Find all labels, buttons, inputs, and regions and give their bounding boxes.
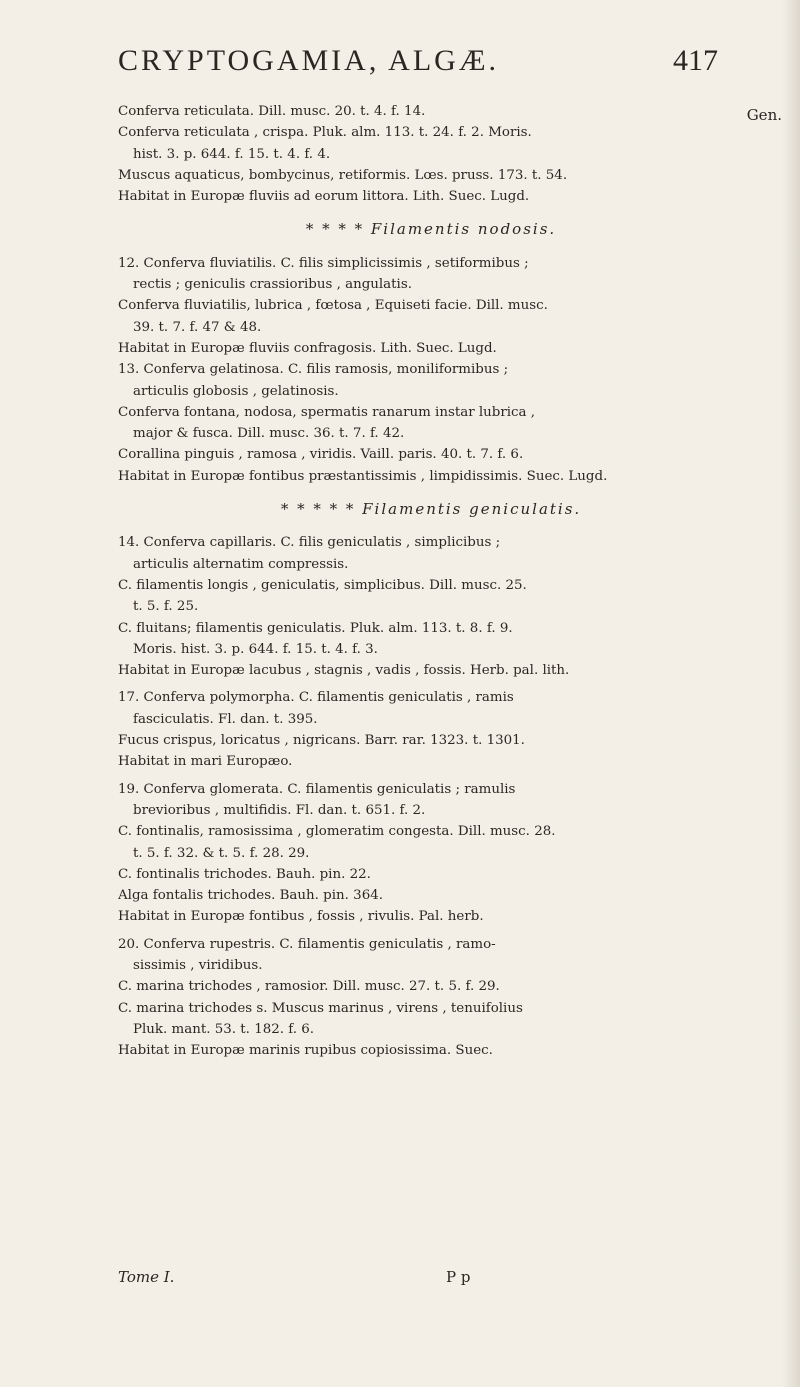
text-line: articulis globosis , gelatinosis. <box>133 383 339 399</box>
margin-note: Gen. <box>746 106 782 124</box>
text-line: Conferva fluviatilis, lubrica , fœtosa , Equiseti facie. Dill. musc. <box>118 298 548 314</box>
page-body <box>118 101 744 1061</box>
text-line: 13. Conferva gelatinosa. C. filis ramosis, moniliformibus ; <box>118 362 509 378</box>
text-line: 17. Conferva polymorpha. C. filamentis geniculatis , ramis <box>118 690 514 706</box>
text-line: Habitat in Europæ fluviis ad eorum littora. Lith. Suec. Lugd. <box>118 189 530 205</box>
text-line: C. filamentis longis , geniculatis, simplicibus. Dill. musc. 25. <box>118 577 527 593</box>
text-line: Habitat in Europæ lacubus , stagnis , vadis , fossis. Herb. pal. lith. <box>118 663 570 679</box>
text-line: 39. t. 7. f. 47 & 48. <box>133 319 262 335</box>
text-line: Conferva reticulata. Dill. musc. 20. t. 4. f. 14. <box>118 104 426 119</box>
page-number: 417 <box>673 44 718 77</box>
text-line: 14. Conferva capillaris. C. filis geniculatis , simplicibus ; <box>118 535 501 551</box>
text-line: Muscus aquaticus, bombycinus, retiformis. Lœs. pruss. 173. t. 54. <box>118 167 568 183</box>
text-line: rectis ; geniculis crassioribus , angulatis. <box>133 277 412 293</box>
text-line: Corallina pinguis , ramosa , viridis. Vaill. paris. 40. t. 7. f. 6. <box>118 447 524 463</box>
signature-mark: P p <box>446 1268 471 1286</box>
text-line: t. 5. f. 25. <box>133 599 199 615</box>
text-line: C. fontinalis, ramosissima , glomeratim congesta. Dill. musc. 28. <box>118 824 556 840</box>
text-line: Habitat in Europæ fontibus præstantissimis , limpidissimis. Suec. Lugd. <box>118 468 608 484</box>
text-line: 19. Conferva glomerata. C. filamentis geniculatis ; ramulis <box>118 781 516 797</box>
text-line: Alga fontalis trichodes. Bauh. pin. 364. <box>118 888 383 904</box>
page-footer <box>118 1268 618 1298</box>
text-line: C. marina trichodes s. Muscus marinus , virens , tenuifolius <box>118 1000 523 1016</box>
page-header <box>118 44 718 88</box>
running-title: CRYPTOGAMIA, ALGÆ. <box>118 44 499 77</box>
text-line: t. 5. f. 32. & t. 5. f. 28. 29. <box>133 845 310 861</box>
text-line: sissimis , viridibus. <box>133 957 263 973</box>
text-line: Habitat in Europæ marinis rupibus copiosissima. Suec. <box>118 1043 493 1059</box>
text-line: articulis alternatim compressis. <box>133 556 349 572</box>
text-line: C. marina trichodes , ramosior. Dill. musc. 27. t. 5. f. 29. <box>118 979 500 995</box>
text-line: 20. Conferva rupestris. C. filamentis geniculatis , ramo- <box>118 936 496 952</box>
volume-label: Tome I. <box>118 1268 175 1286</box>
text-line: brevioribus , multifidis. Fl. dan. t. 651. f. 2. <box>133 802 426 818</box>
page-edge-shadow <box>782 0 800 1387</box>
text-line: Conferva reticulata , crispa. Pluk. alm. 113. t. 24. f. 2. Moris. <box>118 125 532 141</box>
text-line: Fucus crispus, loricatus , nigricans. Barr. rar. 1323. t. 1301. <box>118 733 525 749</box>
text-line: fasciculatis. Fl. dan. t. 395. <box>133 711 318 727</box>
text-line: Conferva fontana, nodosa, spermatis ranarum instar lubrica , <box>118 404 536 420</box>
section-heading: * * * * * Filamentis geniculatis. <box>280 500 582 519</box>
text-line: major & fusca. Dill. musc. 36. t. 7. f. 42. <box>133 426 405 442</box>
text-line: Moris. hist. 3. p. 644. f. 15. t. 4. f. 3. <box>133 641 378 657</box>
text-line: C. fluitans; filamentis geniculatis. Pluk. alm. 113. t. 8. f. 9. <box>118 620 513 636</box>
section-heading: * * * * Filamentis nodosis. <box>305 220 557 239</box>
text-line: hist. 3. p. 644. f. 15. t. 4. f. 4. <box>133 146 331 162</box>
text-line: Pluk. mant. 53. t. 182. f. 6. <box>133 1021 315 1037</box>
text-line: Habitat in Europæ fluviis confragosis. Lith. Suec. Lugd. <box>118 340 497 356</box>
text-line: Habitat in Europæ fontibus , fossis , rivulis. Pal. herb. <box>118 909 484 925</box>
text-line: C. fontinalis trichodes. Bauh. pin. 22. <box>118 866 371 882</box>
text-line: Habitat in mari Europæo. <box>118 754 293 770</box>
text-line: 12. Conferva fluviatilis. C. filis simplicissimis , setiformibus ; <box>118 255 529 271</box>
